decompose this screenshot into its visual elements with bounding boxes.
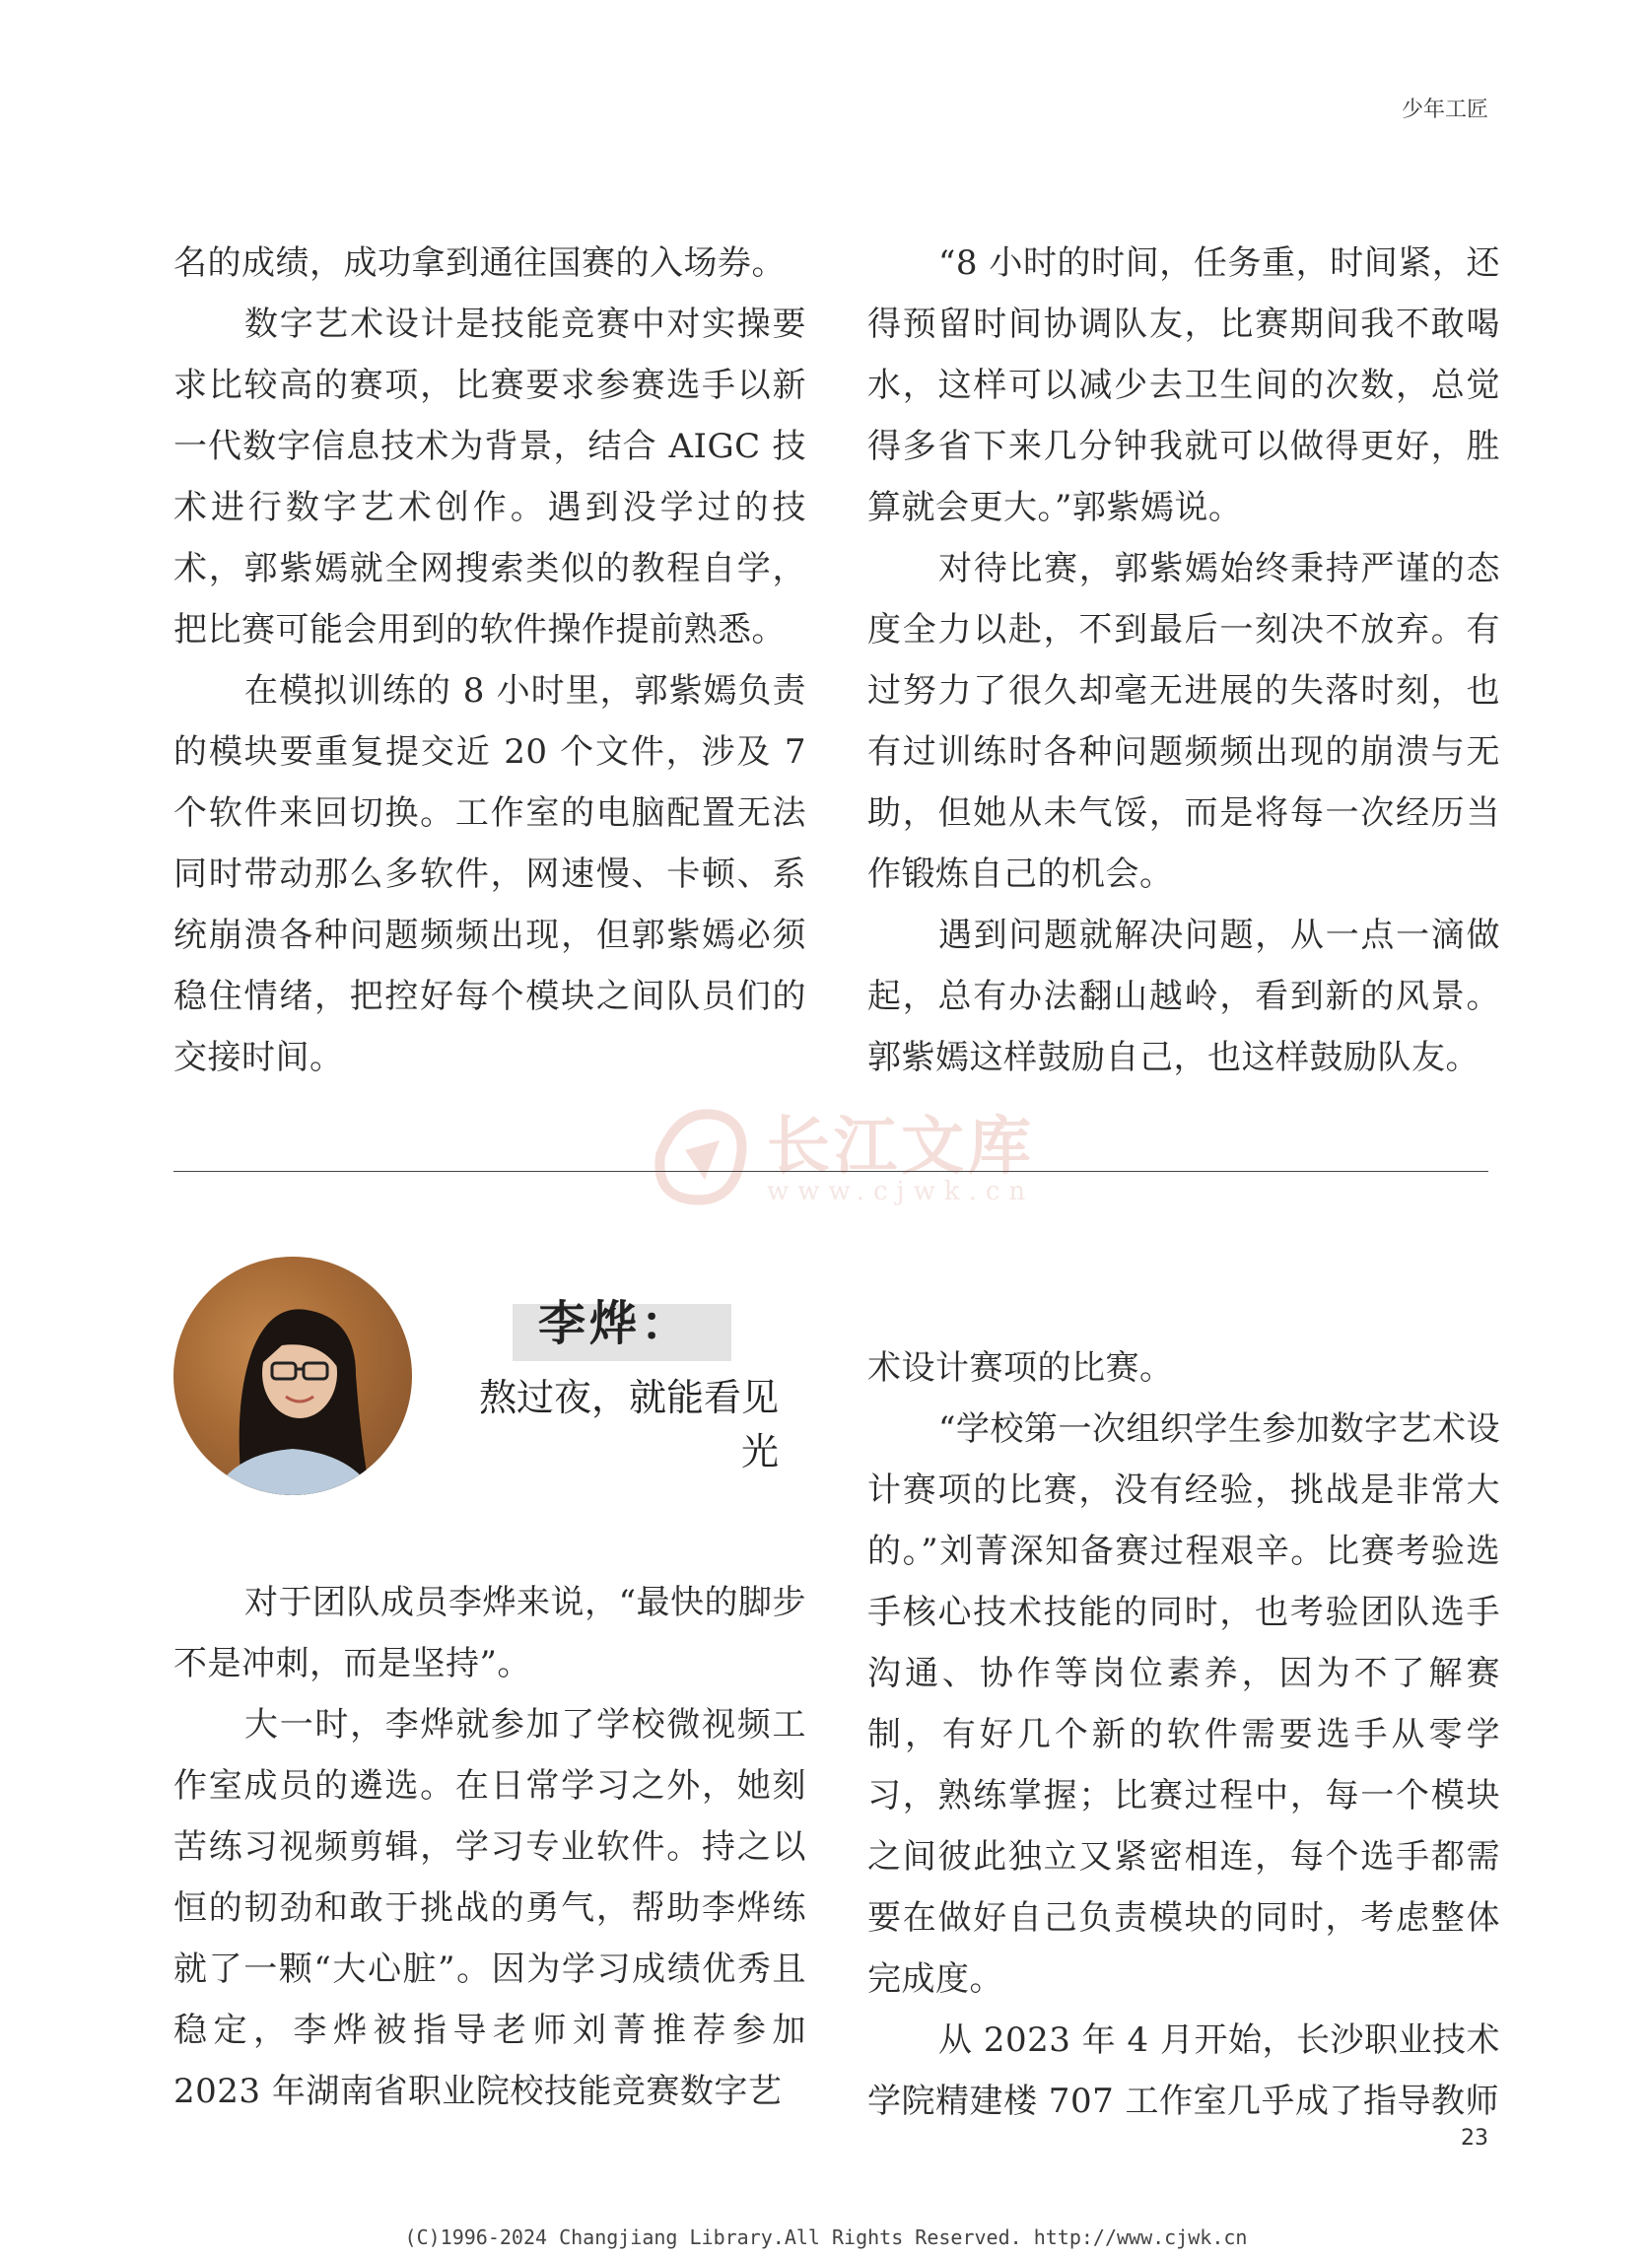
- watermark-logo-icon: [651, 1096, 759, 1214]
- watermark: [651, 1096, 1065, 1214]
- profile-photo: [173, 1257, 412, 1495]
- paragraph: 数字艺术设计是技能竞赛中对实操要求比较高的赛项，比赛要求参赛选手以新一代数字信息技术为背景，结合 AIGC 技术进行数字艺术创作。遇到没学过的技术，郭紫嫣就全网搜索类似的教程自学，把比赛可能会用到的软件操作提前熟悉。: [173, 305, 806, 650]
- profile-name: 李烨：: [538, 1296, 693, 1351]
- article-column-bottom-right: [867, 1337, 1500, 2132]
- paragraph: 大一时，李烨就参加了学校微视频工作室成员的遴选。在日常学习之外，她刻苦练习视频剪辑，学习专业软件。持之以恒的韧劲和敢于挑战的勇气，帮助李烨练就了一颗“大心脏”。因为学习成绩优秀且稳定，李烨被指导老师刘菁推荐参加 2023 年湖南省职业院校技能竞赛数字艺: [173, 1705, 806, 2111]
- article-column-top-right: [867, 233, 1500, 1088]
- article-column-bottom-left: [173, 1572, 806, 2122]
- paragraph: 对于团队成员李烨来说，“最快的脚步不是冲刺，而是坚持”。: [173, 1583, 806, 1683]
- section-divider: [173, 1171, 1488, 1172]
- paragraph: 对待比赛，郭紫嫣始终秉持严谨的态度全力以赴，不到最后一刻决不放弃。有过努力了很久却毫无进展的失落时刻，也有过训练时各种问题频频出现的崩溃与无助，但她从未气馁，而是将每一次经历当作锻炼自己的机会。: [867, 549, 1500, 894]
- watermark-url: www.cjwk.cn: [767, 1177, 1035, 1206]
- page-number: 23: [1461, 2126, 1488, 2151]
- watermark-brand: 长江文库: [767, 1111, 1035, 1184]
- paragraph: 名的成绩，成功拿到通往国赛的入场券。: [173, 243, 786, 283]
- profile-tagline: 熬过夜，就能看见光: [478, 1376, 779, 1473]
- paragraph: 术设计赛项的比赛。: [867, 1348, 1174, 1388]
- paragraph: 遇到问题就解决问题，从一点一滴做起，总有办法翻山越岭，看到新的风景。郭紫嫣这样鼓励自己，也这样鼓励队友。: [867, 916, 1500, 1077]
- paragraph: “8 小时的时间，任务重，时间紧，还得预留时间协调队友，比赛期间我不敢喝水，这样可以减少去卫生间的次数，总觉得多省下来几分钟我就可以做得更好，胜算就会更大。”郭紫嫣说。: [867, 243, 1500, 527]
- section-header: 少年工匠: [1401, 98, 1488, 122]
- article-column-top-left: [173, 233, 806, 1088]
- paragraph: 从 2023 年 4 月开始，长沙职业技术学院精建楼 707 工作室几乎成了指导教师: [867, 2020, 1500, 2121]
- paragraph: 在模拟训练的 8 小时里，郭紫嫣负责的模块要重复提交近 20 个文件，涉及 7 个软件来回切换。工作室的电脑配置无法同时带动那么多软件，网速慢、卡顿、系统崩溃各种问题频频出现，但郭紫嫣必须稳住情绪，把控好每个模块之间队员们的交接时间。: [173, 671, 806, 1077]
- paragraph: “学校第一次组织学生参加数字艺术设计赛项的比赛，没有经验，挑战是非常大的。”刘菁深知备赛过程艰辛。比赛考验选手核心技术技能的同时，也考验团队选手沟通、协作等岗位素养，因为不了解赛制，有好几个新的软件需要选手从零学习，熟练掌握；比赛过程中，每一个模块之间彼此独立又紧密相连，每个选手都需要在做好自己负责模块的同时，考虑整体完成度。: [867, 1409, 1500, 1999]
- copyright-notice: (C)1996-2024 Changjiang Library.All Rights Reserved. http://www.cjwk.cn: [404, 2225, 1248, 2249]
